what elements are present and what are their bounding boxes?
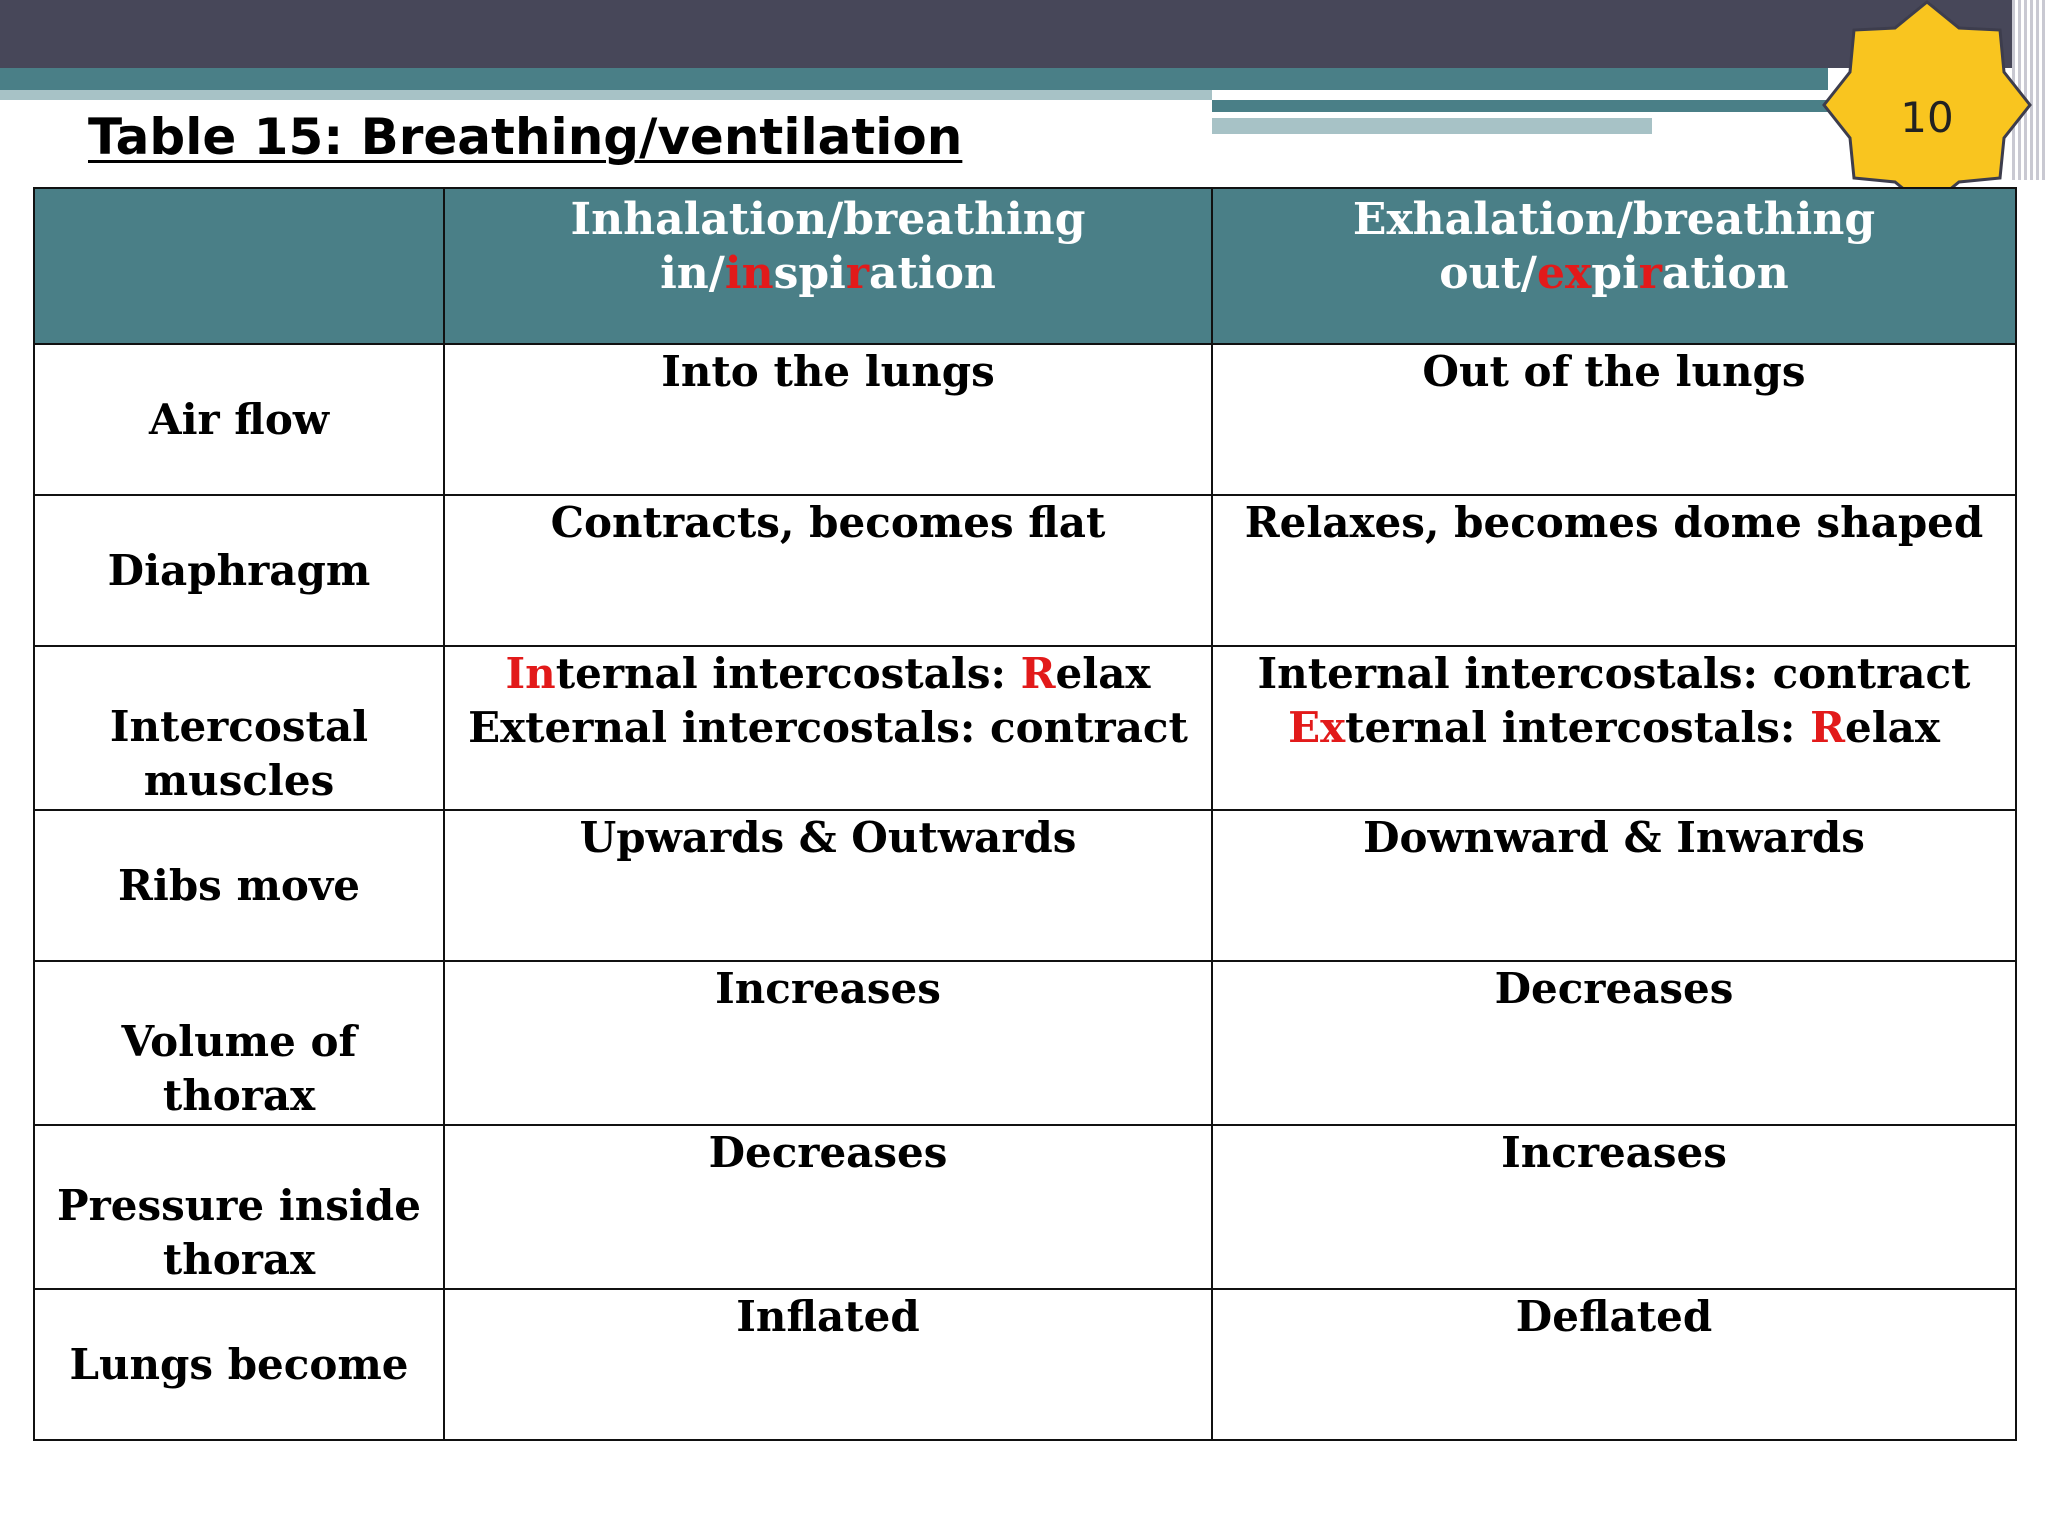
- header-highlight: ex: [1536, 248, 1592, 299]
- light-stripe: [0, 90, 1212, 100]
- exhalation-cell: Increases: [1212, 1125, 2016, 1289]
- header-exhalation: [1212, 188, 2016, 344]
- header-text: pi: [1591, 248, 1639, 299]
- header-exhalation-line1: Exhalation/breathing: [1352, 194, 1876, 245]
- row-label-line-2: thorax: [162, 1071, 316, 1120]
- cell-text: elax: [1844, 703, 1940, 752]
- page-title: Table 15: Breathing/ventilation: [88, 108, 963, 166]
- header-highlight: r: [1638, 248, 1662, 299]
- table-row-intercostal-muscles: [34, 646, 2016, 810]
- row-label: [34, 961, 444, 1125]
- inhalation-cell: [444, 646, 1212, 810]
- row-label: Lungs become: [34, 1289, 444, 1440]
- cell-line-2: External intercostals: contract: [468, 703, 1188, 752]
- slide-header-bar: [0, 0, 2048, 68]
- inhalation-cell: Into the lungs: [444, 344, 1212, 495]
- header-text: ation: [1661, 248, 1789, 299]
- cell-text: elax: [1055, 649, 1151, 698]
- highlight-text: Ex: [1288, 703, 1346, 752]
- highlight-text: In: [505, 649, 556, 698]
- table-header-row: [34, 188, 2016, 344]
- table-row-lungs-become: [34, 1289, 2016, 1440]
- exhalation-cell: Relaxes, becomes dome shaped: [1212, 495, 2016, 646]
- row-label: Ribs move: [34, 810, 444, 961]
- teal-stripe: [0, 68, 1828, 90]
- row-label-line-1: Volume of: [121, 1017, 357, 1066]
- header-text: spi: [773, 248, 846, 299]
- exhalation-cell: Deflated: [1212, 1289, 2016, 1440]
- header-highlight: in: [724, 248, 774, 299]
- breathing-table: [33, 187, 2017, 1441]
- exhalation-cell: [1212, 646, 2016, 810]
- row-label: [34, 1125, 444, 1289]
- inhalation-cell: Increases: [444, 961, 1212, 1125]
- table-row-diaphragm: [34, 495, 2016, 646]
- inhalation-cell: Inflated: [444, 1289, 1212, 1440]
- light-stripe-right: [1212, 118, 1652, 134]
- header-exhalation-line2: [1213, 247, 2015, 301]
- inhalation-cell: Upwards & Outwards: [444, 810, 1212, 961]
- header-text: out/: [1439, 248, 1537, 299]
- row-label: Air flow: [34, 344, 444, 495]
- exhalation-cell: Downward & Inwards: [1212, 810, 2016, 961]
- cell-text: ternal intercostals:: [555, 649, 1021, 698]
- highlight-text: R: [1020, 649, 1056, 698]
- header-corner-cell: [34, 188, 444, 344]
- header-inhalation-line1: Inhalation/breathing: [570, 194, 1086, 245]
- exhalation-cell: Decreases: [1212, 961, 2016, 1125]
- header-text: in/: [660, 248, 725, 299]
- slide-number-badge: [1822, 0, 2032, 210]
- table-row-volume-of-thorax: [34, 961, 2016, 1125]
- cell-line-1: [445, 647, 1211, 701]
- exhalation-cell: Out of the lungs: [1212, 344, 2016, 495]
- header-text: ation: [869, 248, 996, 299]
- slide-number: 10: [1900, 93, 1954, 142]
- header-highlight: r: [845, 248, 870, 299]
- cell-line-1: Internal intercostals: contract: [1257, 649, 1971, 698]
- header-inhalation-line2: [445, 247, 1211, 301]
- row-label-line-2: thorax: [162, 1235, 316, 1284]
- table-row-pressure-inside-thorax: [34, 1125, 2016, 1289]
- table-row-ribs-move: [34, 810, 2016, 961]
- inhalation-cell: Decreases: [444, 1125, 1212, 1289]
- teal-stripe-right: [1212, 100, 1832, 112]
- row-label: Intercostal muscles: [34, 646, 444, 810]
- inhalation-cell: Contracts, becomes flat: [444, 495, 1212, 646]
- highlight-text: R: [1810, 703, 1845, 752]
- cell-text: ternal intercostals:: [1345, 703, 1811, 752]
- row-label: Diaphragm: [34, 495, 444, 646]
- header-inhalation: [444, 188, 1212, 344]
- row-label-line-1: Pressure inside: [57, 1181, 421, 1230]
- cell-line-2: [1213, 701, 2015, 755]
- table-row-air-flow: [34, 344, 2016, 495]
